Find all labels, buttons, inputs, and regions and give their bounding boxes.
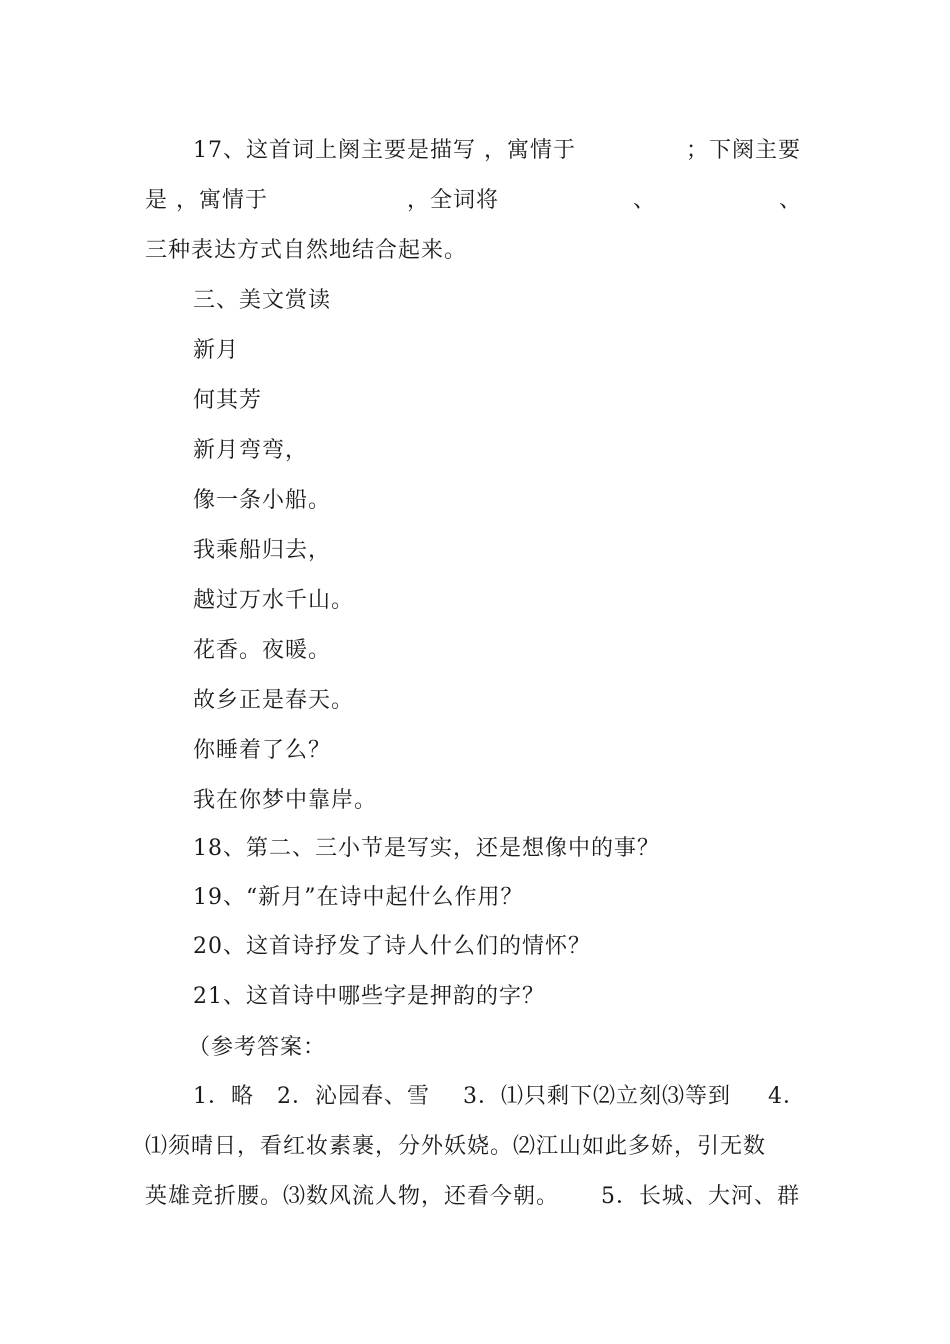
poem-line: 故乡正是春天。 <box>193 688 355 713</box>
section-heading: 三、美文赏读 <box>193 288 332 313</box>
poem-author: 何其芳 <box>193 388 263 413</box>
question-19: 19、“新月”在诗中起什么作用？ <box>193 885 524 910</box>
answer-2: 2．沁园春、雪 <box>277 1084 430 1109</box>
q17-line2-part1: 是 ，寓情于 <box>145 188 268 213</box>
q17-line1-part2: ；下阕主要 <box>686 138 802 163</box>
answer-1: 1．略 <box>193 1084 254 1109</box>
q17-line1-part1: 17、这首词上阕主要是描写 ，寓情于 <box>193 138 576 163</box>
q17-line-2 <box>145 186 810 216</box>
question-21: 21、这首诗中哪些字是押韵的字？ <box>193 984 545 1009</box>
poem-line: 我在你梦中靠岸。 <box>193 788 378 813</box>
q17-line2-part2: ，全词将 <box>407 188 500 213</box>
question-20: 20、这首诗抒发了诗人什么们的情怀？ <box>193 934 591 959</box>
q17-line-1 <box>193 136 810 166</box>
poem-line: 越过万水千山。 <box>193 588 355 613</box>
q17-line2-part4: 、 <box>779 188 803 213</box>
q17-line2-part3: 、 <box>633 188 657 213</box>
answer-5: 5．长城、大河、群 <box>601 1184 800 1209</box>
answers-line-2: ⑴须晴日，看红妆素裹，分外妖娆。⑵江山如此多娇，引无数 <box>145 1134 767 1159</box>
answers-heading: （参考答案： <box>188 1035 327 1060</box>
poem-line: 你睡着了么？ <box>193 738 332 763</box>
answers-line-1 <box>193 1082 810 1112</box>
poem-line: 新月弯弯， <box>193 438 309 463</box>
poem-line: 花香。夜暖。 <box>193 638 332 663</box>
question-18: 18、第二、三小节是写实，还是想像中的事？ <box>193 836 660 861</box>
q17-line-3: 三种表达方式自然地结合起来。 <box>145 238 468 263</box>
answer-4-label: 4． <box>768 1084 806 1109</box>
poem-line: 我乘船归去， <box>193 538 332 563</box>
answer-4-continued: 英雄竞折腰。⑶数风流人物，还看今朝。 <box>145 1184 560 1209</box>
answers-line-3 <box>145 1182 810 1212</box>
answer-3: 3．⑴只剩下⑵立刻⑶等到 <box>463 1084 731 1109</box>
poem-line: 像一条小船。 <box>193 488 332 513</box>
poem-title: 新月 <box>193 338 240 363</box>
